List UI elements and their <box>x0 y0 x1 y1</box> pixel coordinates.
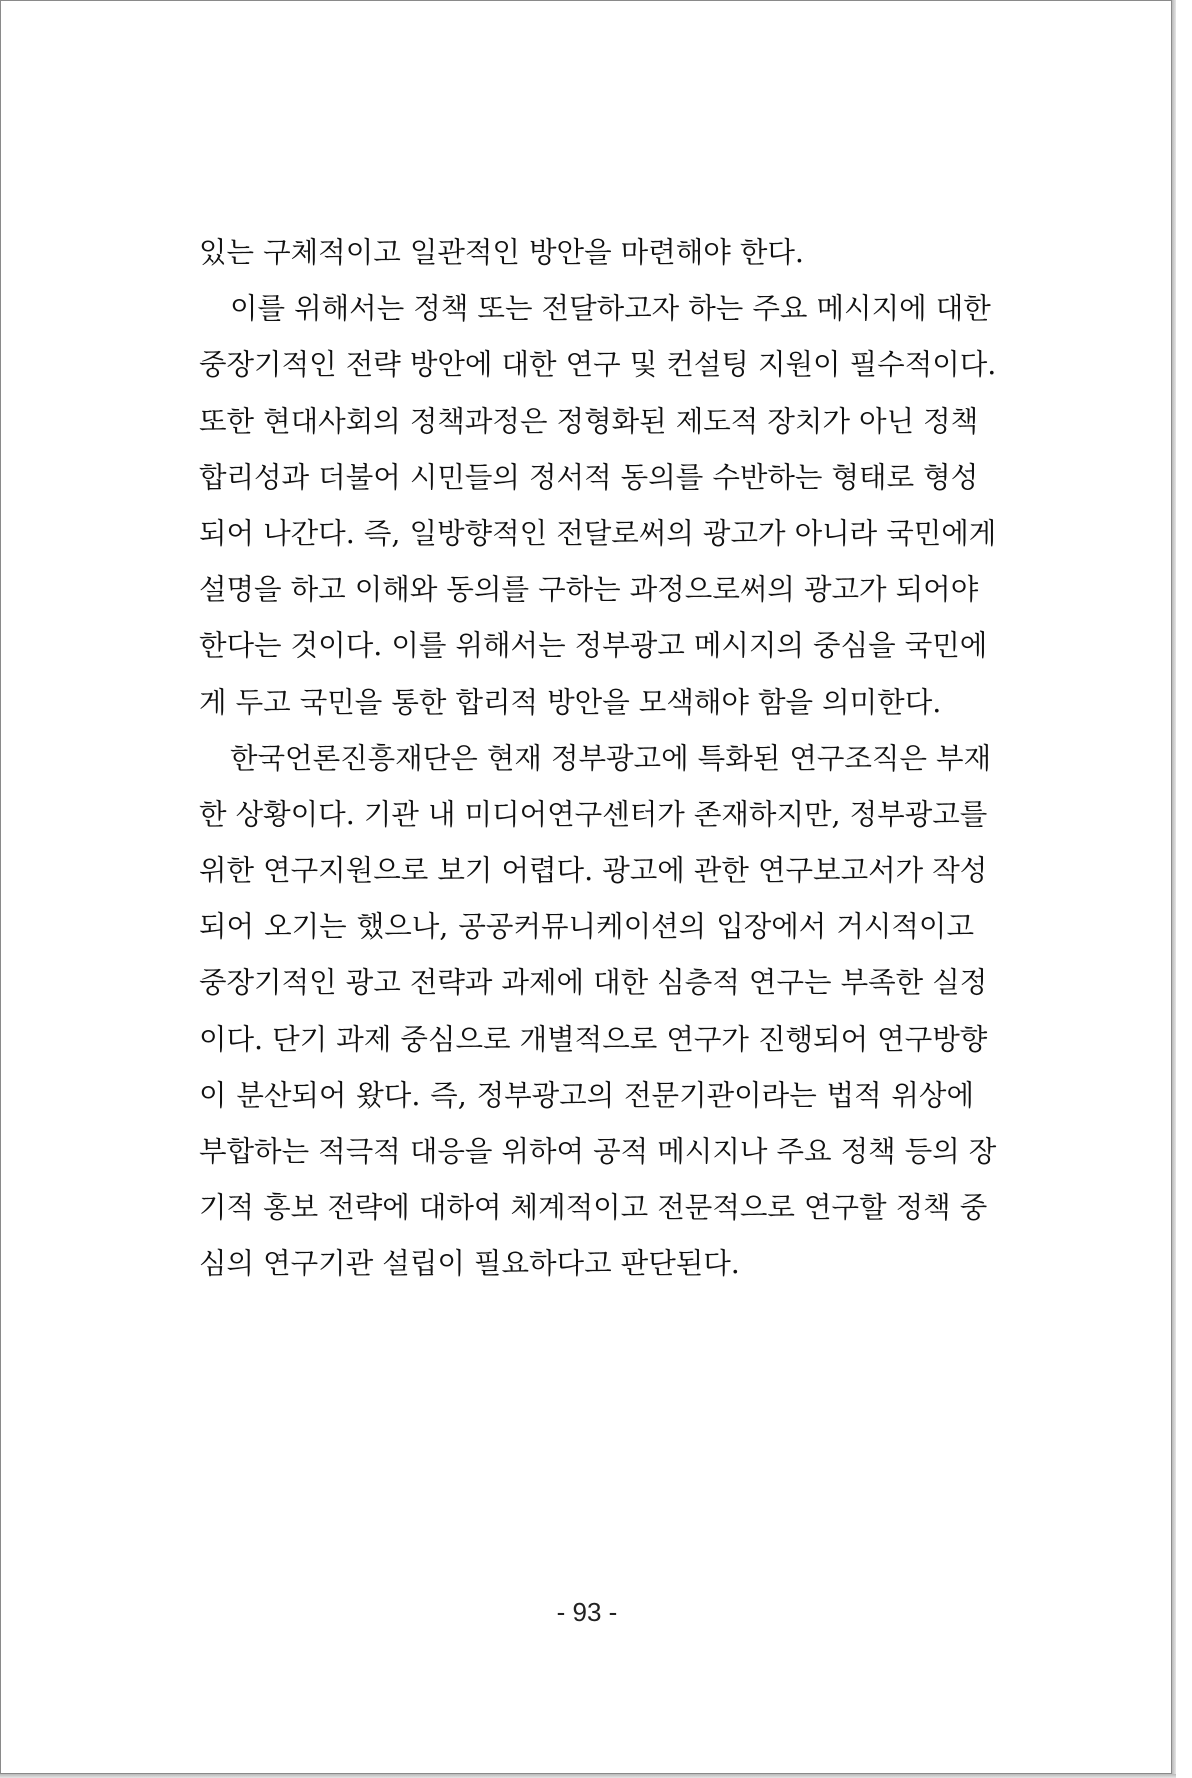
text-line: 한다는 것이다. 이를 위해서는 정부광고 메시지의 중심을 국민에 <box>199 629 988 663</box>
text-line: 심의 연구기관 설립이 필요하다고 판단된다. <box>199 1247 740 1281</box>
text-line: 위한 연구지원으로 보기 어렵다. 광고에 관한 연구보고서가 작성 <box>199 854 988 888</box>
text-line: 합리성과 더불어 시민들의 정서적 동의를 수반하는 형태로 형성 <box>199 460 979 494</box>
text-line: 중장기적인 광고 전략과 과제에 대한 심층적 연구는 부족한 실정 <box>199 966 988 1000</box>
text-line: 이다. 단기 과제 중심으로 개별적으로 연구가 진행되어 연구방향 <box>199 1022 988 1056</box>
text-line: 중장기적인 전략 방안에 대한 연구 및 컨설팅 지원이 필수적이다. <box>199 348 997 382</box>
body-text <box>199 225 997 1293</box>
text-line: 기적 홍보 전략에 대하여 체계적이고 전문적으로 연구할 정책 중 <box>199 1191 988 1225</box>
text-line: 있는 구체적이고 일관적인 방안을 마련해야 한다. <box>199 236 804 269</box>
text-line: 한 상황이다. 기관 내 미디어연구센터가 존재하지만, 정부광고를 <box>199 797 988 831</box>
text-line: 설명을 하고 이해와 동의를 구하는 과정으로써의 광고가 되어야 <box>199 573 979 607</box>
text-line: 이를 위해서는 정책 또는 전달하고자 하는 주요 메시지에 대한 <box>230 292 991 326</box>
text-line: 게 두고 국민을 통한 합리적 방안을 모색해야 함을 의미한다. <box>199 685 942 719</box>
text-line: 되어 나간다. 즉, 일방향적인 전달로써의 광고가 아니라 국민에게 <box>199 516 997 550</box>
text-line: 한국언론진흥재단은 현재 정부광고에 특화된 연구조직은 부재 <box>230 741 992 775</box>
text-line: 이 분산되어 왔다. 즉, 정부광고의 전문기관이라는 법적 위상에 <box>199 1078 974 1112</box>
text-line: 또한 현대사회의 정책과정은 정형화된 제도적 장치가 아닌 정책 <box>199 404 979 438</box>
page-number: - 93 - <box>556 1597 618 1627</box>
page-shadow-right <box>1172 0 1176 1778</box>
text-line: 되어 오기는 했으나, 공공커뮤니케이션의 입장에서 거시적이고 <box>199 910 974 944</box>
text-line: 부합하는 적극적 대응을 위하여 공적 메시지나 주요 정책 등의 장 <box>199 1135 997 1168</box>
page-shadow-bottom <box>0 1774 1176 1778</box>
